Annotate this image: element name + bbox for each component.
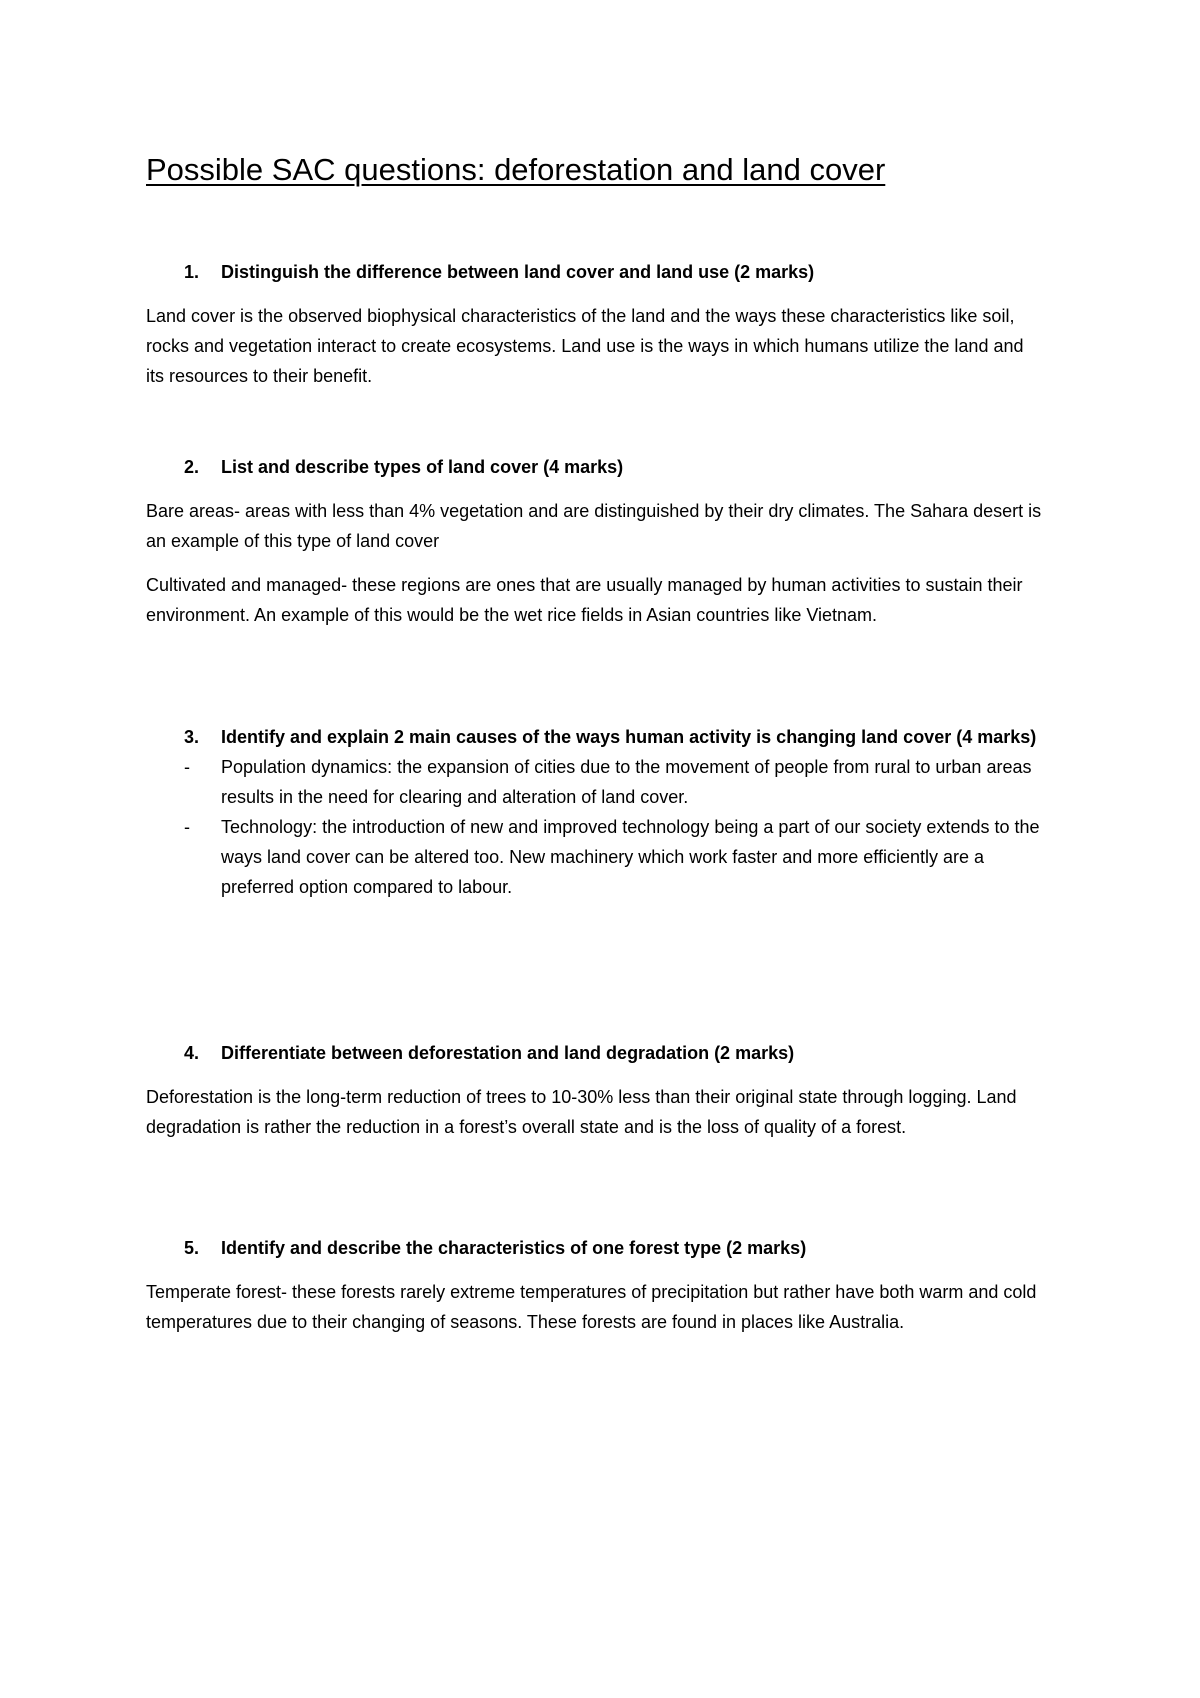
question-text: List and describe types of land cover (4 marks): [221, 457, 624, 477]
answer-paragraph: Deforestation is the long-term reduction of trees to 10-30% less than their original state through logging. Land degradation is rather the reduction in a forest’s overall state and is the loss of quality of a forest.: [146, 1087, 1017, 1137]
question-number: 1.: [184, 262, 200, 282]
question-text: Differentiate between deforestation and land degradation (2 marks): [221, 1043, 795, 1063]
answer-paragraph: Cultivated and managed- these regions are ones that are usually managed by human activities to sustain their environment. An example of this would be the wet rice fields in Asian countries like Vietnam.: [146, 575, 1023, 625]
question-1: [146, 257, 1046, 391]
question-heading: [146, 1038, 1046, 1068]
bullet-text: Technology: the introduction of new and improved technology being a part of our society extends to the ways land cover can be altered too. New machinery which work faster and more efficiently are a preferred option compared to labour.: [221, 817, 1040, 897]
question-heading: [146, 722, 1046, 752]
question-number: 3.: [184, 727, 200, 747]
question-number: 5.: [184, 1238, 200, 1258]
bullet-text: Population dynamics: the expansion of cities due to the movement of people from rural to urban areas results in the need for clearing and alteration of land cover.: [221, 757, 1032, 807]
bullet-marker: -: [184, 757, 190, 777]
question-number: 4.: [184, 1043, 200, 1063]
question-text: Distinguish the difference between land cover and land use (2 marks): [221, 262, 815, 282]
answer-paragraph: Bare areas- areas with less than 4% vegetation and are distinguished by their dry climates. The Sahara desert is an example of this type of land cover: [146, 501, 1042, 551]
bullet-marker: -: [184, 817, 190, 837]
document-title: Possible SAC questions: deforestation and land cover: [146, 152, 886, 187]
question-text: Identify and describe the characteristics of one forest type (2 marks): [221, 1238, 807, 1258]
answer-bullet-list: [146, 752, 1046, 902]
answer-paragraph: Land cover is the observed biophysical characteristics of the land and the ways these characteristics like soil, rocks and vegetation interact to create ecosystems. Land use is the ways in which humans utilize the land and its resources to their benefit.: [146, 306, 1024, 386]
question-number: 2.: [184, 457, 200, 477]
question-heading: [146, 452, 1046, 482]
answer-paragraph: Temperate forest- these forests rarely extreme temperatures of precipitation but rather have both warm and cold temperatures due to their changing of seasons. These forests are found in places like Australia.: [146, 1282, 1037, 1332]
question-4: [146, 1038, 1046, 1142]
question-text: Identify and explain 2 main causes of the ways human activity is changing land cover (4 marks): [221, 727, 1037, 747]
question-2: [146, 452, 1046, 630]
list-item: [146, 752, 1046, 812]
question-heading: [146, 1233, 1046, 1263]
question-heading: [146, 257, 1046, 287]
question-5: [146, 1233, 1046, 1337]
question-3: [146, 722, 1046, 902]
list-item: [146, 812, 1046, 902]
